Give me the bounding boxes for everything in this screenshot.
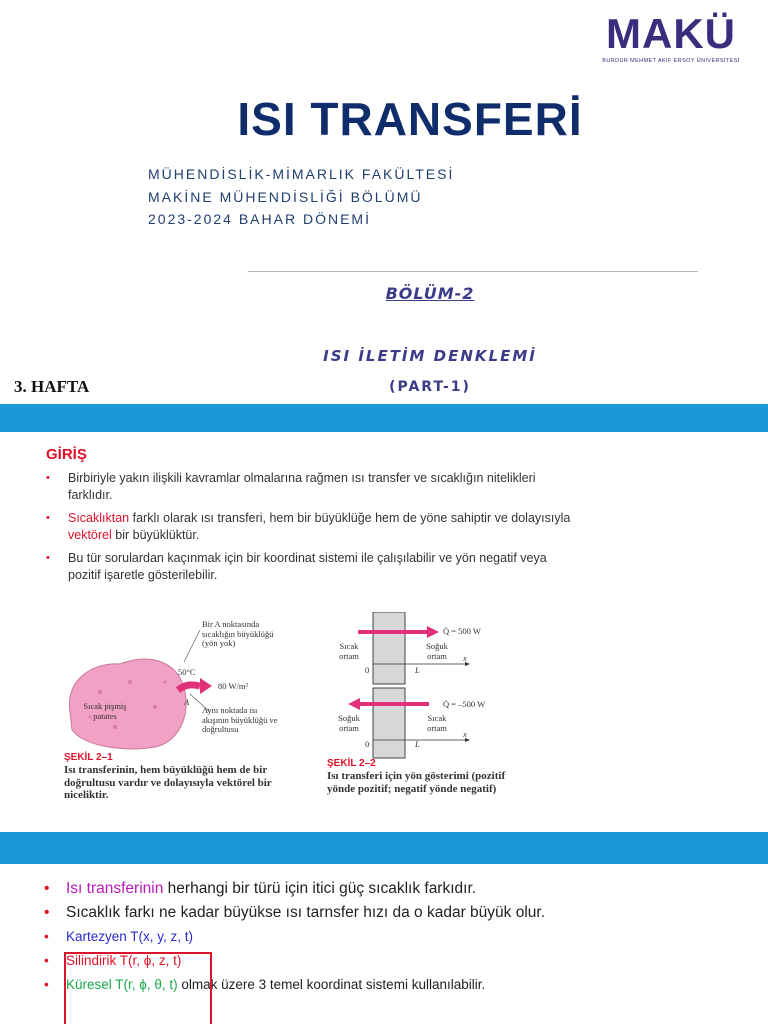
highlight-text: Isı transferinin xyxy=(66,880,164,897)
faculty-block xyxy=(148,163,454,231)
highlight-text: Sıcaklıktan xyxy=(68,511,130,525)
point-label: A xyxy=(184,697,190,707)
bullet-text: olmak üzere 3 temel koordinat sistemi kullanılabilir. xyxy=(177,977,486,992)
annotation-bottom: Aynı noktada ısı akışının büyüklüğü ve doğrultusu xyxy=(202,705,278,734)
bullet-item xyxy=(46,510,576,543)
direction-diagram xyxy=(325,612,535,762)
bullet-text: farklı olarak ısı transferi, hem bir büyüklüğe hem de yöne sahiptir ve dolayısıyla xyxy=(129,511,571,525)
temperature-label: 50°C xyxy=(178,667,196,677)
coordinate-highlight-box xyxy=(64,952,212,1024)
highlight-text: vektörel xyxy=(68,527,112,542)
bullet-item: • Birbiriyle yakın ilişkili kavramlar olmalarına rağmen ısı transfer ve sıcaklığın nitelikleri farklıdır. xyxy=(46,470,576,503)
length-label: L xyxy=(415,665,420,675)
potato-label: Sıcak pişmiş patates xyxy=(83,701,127,721)
divider xyxy=(248,271,698,272)
flux-label: 80 W/m² xyxy=(218,681,249,691)
bullet-item: • Bu tür sorulardan kaçınmak için bir koordinat sistemi ile çalışılabilir ve yön negatif veya pozitif işaretle gösterilebilir. xyxy=(46,550,576,583)
length-label: L xyxy=(415,739,420,749)
separator-bar xyxy=(0,404,768,432)
chapter-label: BÖLÜM-2 xyxy=(385,284,475,303)
cylindrical-item: • Silindirik T(r, ϕ, z, t) xyxy=(44,950,604,971)
figure1-caption: Isı transferinin, hem büyüklüğü hem de bir doğrultusu vardır ve dolayısıyla vektörel bir niceliktir. xyxy=(64,764,272,801)
figure1-caption-head: ŞEKİL 2–1 xyxy=(64,752,113,763)
x-axis-label: x xyxy=(463,653,467,663)
intro-slide xyxy=(0,432,768,832)
intro-bullets xyxy=(46,470,576,590)
university-logo xyxy=(596,12,746,64)
bullet-item: • Sıcaklık farkı ne kadar büyükse ısı tarnsfer hızı da o kadar büyük olur. xyxy=(44,902,604,923)
chapter-title: ISI İLETİM DENKLEMİ xyxy=(323,347,537,365)
section-heading: GİRİŞ xyxy=(46,446,87,463)
cartesian-item: • Kartezyen T(x, y, z, t) xyxy=(44,926,604,947)
bullet-item xyxy=(44,878,604,899)
week-label: 3. HAFTA xyxy=(14,377,90,396)
logo-text: MAKÜ xyxy=(606,10,736,57)
q-negative-label: Q̇ = –500 W xyxy=(443,699,486,709)
bullet-text: bir büyüklüktür. xyxy=(111,527,200,542)
annotation-top: Bir A noktasında sıcaklığın büyüklüğü (yön yok) xyxy=(202,619,274,648)
q-positive-label: Q̇ = 500 W xyxy=(443,626,481,636)
term-line: 2023-2024 BAHAR DÖNEMİ xyxy=(148,211,371,227)
logo-subtitle: BURDUR MEHMET AKİF ERSOY ÜNİVERSİTESİ xyxy=(602,58,740,64)
hot-side-label: Sıcak ortam xyxy=(427,713,447,733)
cold-side-label: Soğuk ortam xyxy=(426,641,448,661)
figure-heat-direction xyxy=(325,612,535,822)
bullet-text: herhangi bir türü için itici güç sıcaklık farkıdır. xyxy=(163,880,477,897)
figure2-caption-head: ŞEKİL 2–2 xyxy=(327,758,376,769)
faculty-line: MÜHENDİSLİK-MİMARLIK FAKÜLTESİ xyxy=(148,166,455,182)
separator-bar xyxy=(0,832,768,864)
department-line: MAKİNE MÜHENDİSLİĞİ BÖLÜMÜ xyxy=(148,188,423,205)
figure-potato xyxy=(60,612,310,812)
coordinate-slide xyxy=(0,864,768,1024)
part-label: (PART-1) xyxy=(389,379,471,395)
page-title: ISI TRANSFERİ xyxy=(237,93,583,145)
title-slide xyxy=(0,0,768,404)
spherical-text: Küresel T(r, ϕ, θ, t) xyxy=(66,977,178,992)
hot-side-label: Sıcak ortam xyxy=(339,641,359,661)
figure2-caption: Isı transferi için yön gösterimi (pozitif yönde pozitif; negatif yönde negatif) xyxy=(327,770,506,795)
origin-label: 0 xyxy=(365,665,370,675)
origin-label: 0 xyxy=(365,739,370,749)
x-axis-label: x xyxy=(463,729,467,739)
cold-side-label: Soğuk ortam xyxy=(338,713,360,733)
